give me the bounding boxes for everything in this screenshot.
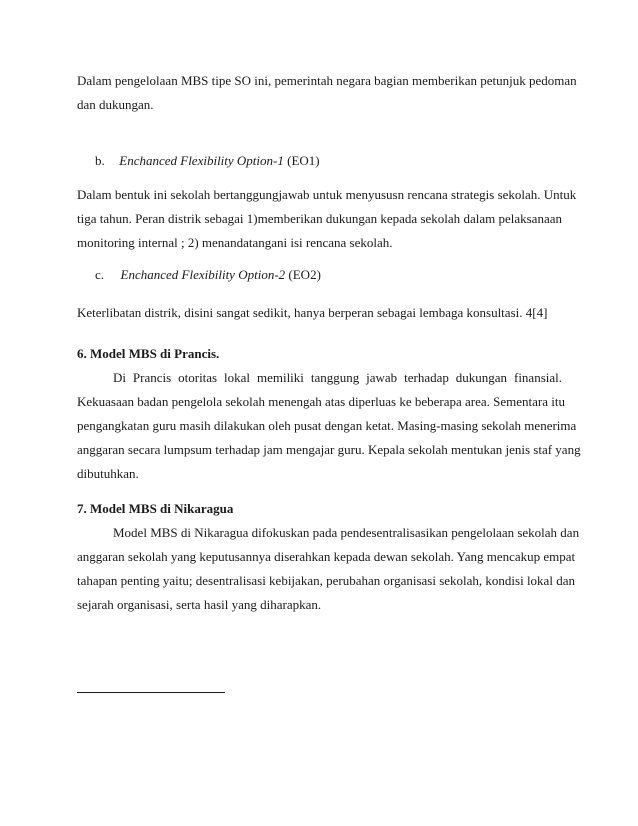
section-7-line-2: anggaran sekolah yang keputusannya diserahkan kepada dewan sekolah. Yang mencakup empat	[77, 549, 576, 564]
list-item-c-title: Enchanced Flexibility Option-2	[120, 267, 286, 282]
section-6-line-2: Kekuasaan badan pengelola sekolah menengah atas diperluas ke beberapa area. Sementara itu	[77, 394, 566, 409]
section-6-line-1: Di Prancis otoritas lokal memiliki tanggung jawab terhadap dukungan finansial.	[113, 370, 562, 385]
section-6-heading: 6. Model MBS di Prancis.	[77, 346, 220, 361]
section-6-line-4: anggaran secara lumpsum terhadap jam mengajar guru. Kepala sekolah mentukan jenis staf yang	[77, 442, 581, 457]
para-eo1-line-1: Dalam bentuk ini sekolah bertanggungjawab untuk menyususn rencana strategis sekolah. Untuk	[77, 187, 577, 202]
para-eo1-line-2: tiga tahun. Peran distrik sebagai 1)memberikan dukungan kepada sekolah dalam pelaksanaan	[77, 211, 562, 226]
list-marker-b: b.	[95, 153, 105, 168]
list-item-c-code: (EO2)	[288, 267, 321, 282]
para-mbs-so-line-2: dan dukungan.	[77, 97, 154, 112]
para-eo2-line-1: Keterlibatan distrik, disini sangat sedikit, hanya berperan sebagai lembaga konsultasi. 4[4]	[77, 305, 548, 320]
para-eo1-line-3: monitoring internal ; 2) menandatangani isi rencana sekolah.	[77, 235, 393, 250]
list-item-b-code: (EO1)	[287, 153, 320, 168]
section-7-heading: 7. Model MBS di Nikaragua	[77, 501, 234, 516]
section-7-line-4: sejarah organisasi, serta hasil yang diharapkan.	[77, 597, 322, 612]
list-item-c	[95, 267, 321, 283]
section-6-line-3: pengangkatan guru masih dilakukan oleh pusat dengan ketat. Masing-masing sekolah menerima	[77, 418, 577, 433]
para-mbs-so-line-1: Dalam pengelolaan MBS tipe SO ini, pemerintah negara bagian memberikan petunjuk pedoman	[77, 73, 577, 88]
section-6-line-5: dibutuhkan.	[77, 466, 139, 481]
section-7-line-1: Model MBS di Nikaragua difokuskan pada pendesentralisasikan pengelolaan sekolah dan	[113, 525, 580, 540]
section-7-line-3: tahapan penting yaitu; desentralisasi kebijakan, perubahan organisasi sekolah, kondisi lokal dan	[77, 573, 575, 588]
footnote-separator	[77, 692, 225, 693]
list-item-b-title: Enchanced Flexibility Option-1	[119, 153, 284, 168]
list-marker-c: c.	[95, 267, 105, 282]
list-item-b	[95, 153, 320, 169]
